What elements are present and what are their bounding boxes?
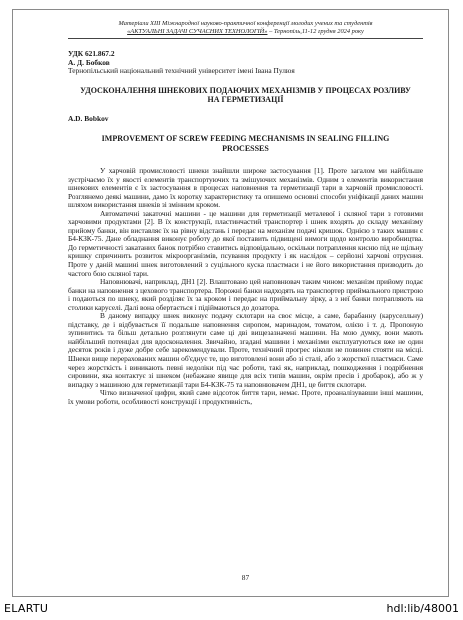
page-content — [68, 20, 423, 590]
title-ua: УДОСКОНАЛЕННЯ ШНЕКОВИХ ПОДАЮЧИХ МЕХАНІЗМІВ У ПРОЦЕСАХ РОЗЛИВУ НА ГЕРМЕТИЗАЦІЇ — [80, 85, 411, 104]
repository-name: ELARTU — [4, 602, 49, 615]
udk-code: УДК 621.867.2 — [68, 49, 115, 58]
article-body — [68, 167, 423, 406]
header-line-2 — [68, 28, 423, 36]
running-header — [68, 20, 423, 36]
repository-footer — [0, 598, 463, 620]
conference-name: «АКТУАЛЬНІ ЗАДАЧІ СУЧАСНИХ ТЕХНОЛОГІЙ» — [127, 28, 268, 35]
header-line-1: Матеріали XIII Міжнародної науково-практичної конференції молодих учених та студентів — [118, 20, 373, 27]
author-ua: А. Д. Бобков — [68, 57, 110, 67]
page-number: 87 — [241, 573, 250, 582]
paragraph: У харчовій промисловості шнеки знайшли широке застосування [1]. Проте загалом ми найбільше зустрічаємо їх у якості елементів транспортуючих та змішуючих механізмів. Одним з елементів використання шнекових елементів є їх застосування в процесах наповнення та герметизації тари в харчовій промисловості. Розглянемо деякі машини, дамо їх коротку характеристику та опишемо основні способи уніфікації даних машин шляхом використання шнеків зі змінним кроком. — [68, 166, 423, 210]
author-en: A.D. Bobkov — [68, 113, 109, 123]
paragraph: В даному випадку шнек виконує подачу склотари на своє місце, а саме, барабанну (каруселльну) підставку, де і відбувається її подальше наповнення сиропом, маринадом, томатом, олією і т. д. Пропоную зупинитись та більш детально розглянути саме ці дві вищезазначені машини. На мою думку, вони мають найбільший потенціал для вдосконалення. Звичайно, згадані машини і механізми експлуатуються вже не один десяток років і дуже добре себе зарекомендували. Проте, технічний прогрес ніколи не повинен стояти на місці. Шнеки вище перерахованих машин об'єднує те, що виготовлені вони або зі сталі, або з жорсткої пластмаси. Саме через жорсткість і виникають певні недоліки під час роботи, такі як, наприклад, пошкодження і подрібнення сировини, яка контактує зі шнеком (небажане явище для всіх типів машин, окрім пресів і дробарок), або ж у випадку з машиною для герметизації тари Б4-КЗК-75 та наповнювачем ДН1, це биття склотари. — [68, 311, 423, 389]
paragraph: Наповнювачі, наприклад, ДН1 [2]. Влаштовано цей наповнювач таким чином: механізм прийому подає банки на наповнення з цехового транспортера. Порожні банки надходять на транспортер приймального пристрою і подаються по шнеку, який розділяє їх за кроком і передає на приймальну зірку, а з неї банки потрапляють на столики каруселі. Далі вона обертається і підіймаються до дозатора. — [68, 277, 423, 312]
paragraph: Автоматичні закаточні машини - це машини для герметизації металевої і скляної тари з готовими харчовими продуктами [2]. В їх конструкції, пластинчастий транспортер і шнек входять до складу механізму прийому банки, він виставляє їх на рівну відстань і передає на механізм подачі кришок. Однією з таких машин є Б4-КЗК-75. Дане обладнання виконує роботу до якої поставить підвищені вимоги щодо контролю виробництва. До герметичності закатаних банок потрібно ставитись відповідально, оскільки потраплення кисню під не щільну кришку спричинить розвиток мікроорганізмів, псування продукту і як наслідок – серйозні харчові отруєння. Проте у даній машині шнек виготовлений з суцільного куска пластмаси і не його використання призводить до частого бою скляної тари. — [68, 208, 423, 278]
conference-place-date: – Тернопіль,11-12 грудня 2024 року — [267, 28, 364, 35]
document-page-frame — [12, 9, 449, 597]
affiliation: Тернопільський національний технічний університет імені Івана Пулюя — [68, 66, 295, 75]
title-en: IMPROVEMENT OF SCREW FEEDING MECHANISMS IN SEALING FILLING PROCESSES — [101, 134, 390, 153]
paragraph: Чітко визначеної цифри, який саме відсоток биття тари, немає. Проте, проаналізувавши інші машини, їх умови роботи, особливості конструкції і продуктивність, — [68, 388, 423, 406]
handle-id: hdl:lib/48001 — [386, 602, 459, 615]
header-divider — [68, 38, 423, 39]
